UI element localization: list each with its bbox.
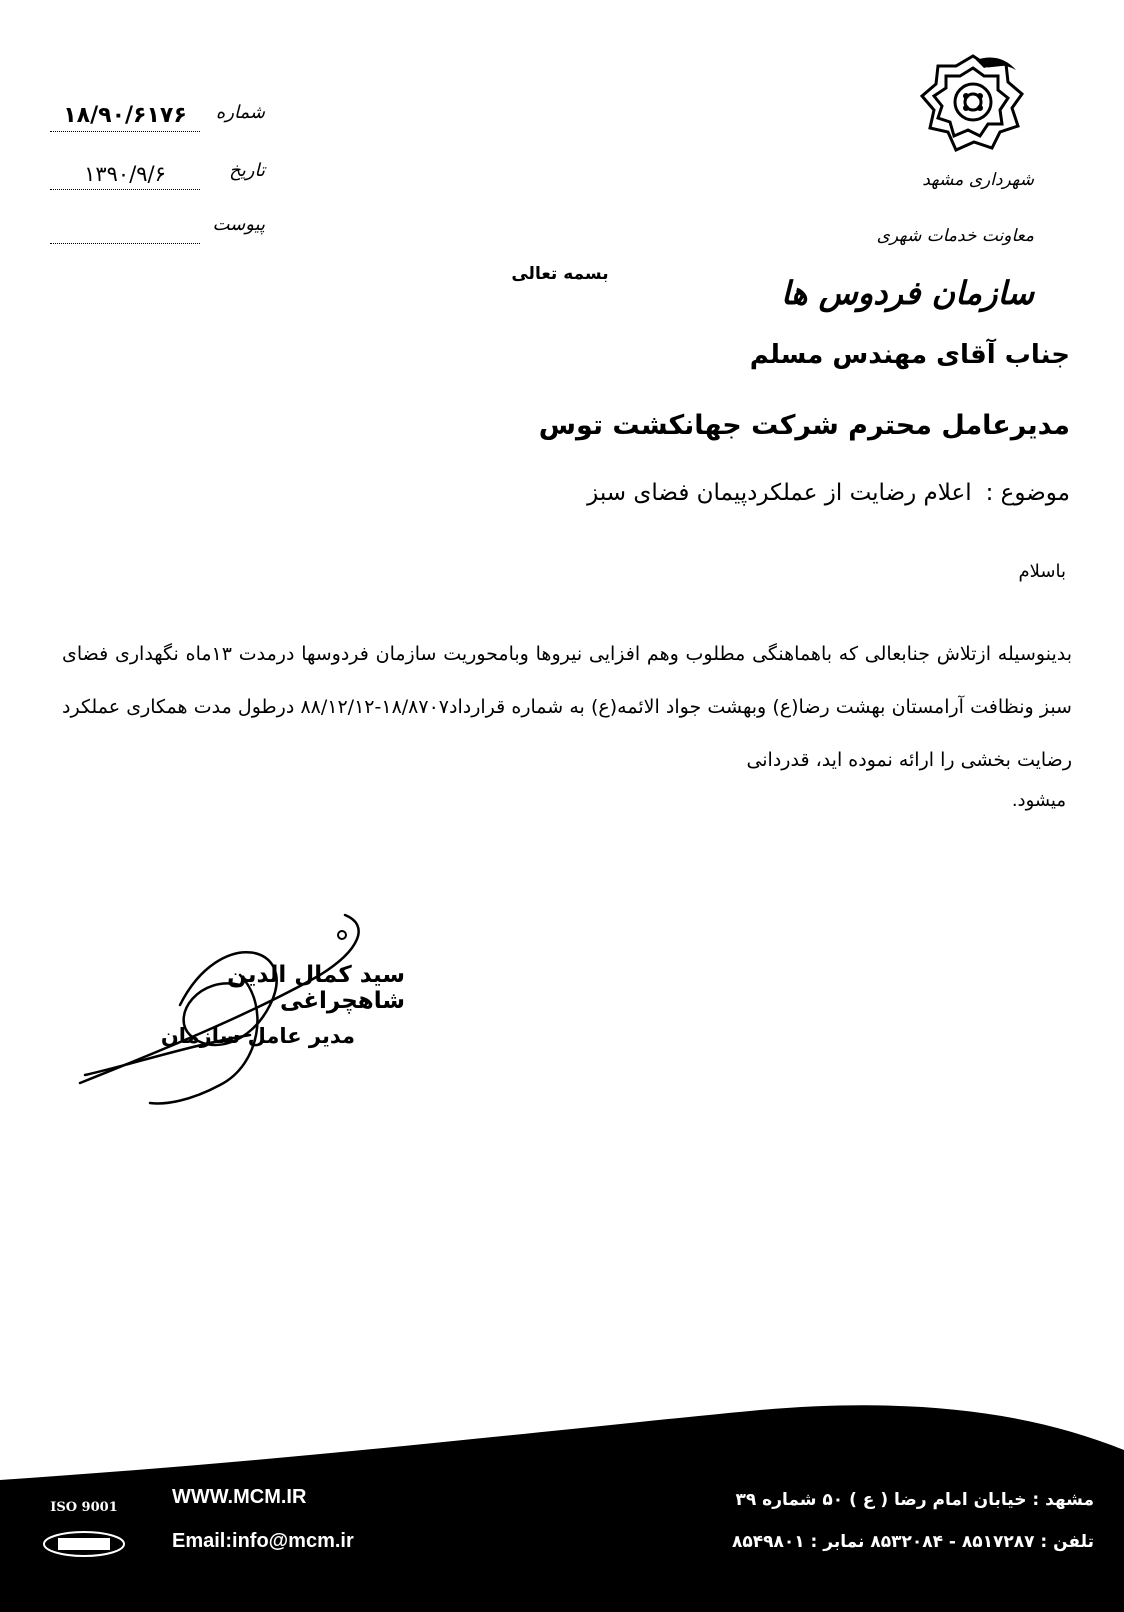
iso-label: ISO 9001 xyxy=(50,1500,118,1515)
letter-body: بدینوسیله ازتلاش جنابعالی که باهماهنگی مطلوب وهم افزایی نیروها وبامحوریت سازمان فردوسها درمدت ۱۳ماه نگهداری فضای سبز ونظافت آرامستان بهشت رضا(ع) وبهشت جواد الائمه(ع) به شماره قرارداد۱۸/۸۷۰۷-۸۸/۱۲/۱۲ درطول مدت همکاری عملکرد رضایت بخشی را ارائه نموده اید، قدردانی xyxy=(62,643,1072,771)
signer-name: سید کمال الدین شاهچراغی xyxy=(227,962,405,1014)
letter-attachment-row xyxy=(50,214,265,244)
footer-phones: تلفن : ۸۵۱۷۲۸۷ - ۸۵۳۲۰۸۴ نمابر : ۸۵۴۹۸۰۱ xyxy=(731,1532,1094,1552)
attachment-underline xyxy=(50,243,200,244)
date-value: ۱۳۹۰/۹/۶ xyxy=(84,162,166,186)
subject-text: اعلام رضایت از عملکردپیمان فضای سبز xyxy=(587,480,972,506)
attachment-label: پیوست xyxy=(212,214,265,235)
signer-title: مدیر عامل سازمان xyxy=(160,1024,355,1048)
date-label: تاریخ xyxy=(229,160,265,181)
number-underline xyxy=(50,131,200,132)
basmala: بسمه تعالی xyxy=(511,264,609,284)
letter-closing: میشود. xyxy=(1011,790,1066,811)
letter-number-row xyxy=(50,102,265,132)
subject-label: موضوع : xyxy=(985,480,1070,506)
date-underline xyxy=(50,189,200,190)
recipient-title: مدیرعامل محترم شرکت جهانکشت توس xyxy=(538,410,1070,441)
subject-line xyxy=(587,480,1070,506)
footer-email[interactable]: Email:info@mcm.ir xyxy=(172,1530,354,1552)
salutation: باسلام xyxy=(1018,561,1066,582)
letter-date-row xyxy=(50,160,265,190)
organization-logo xyxy=(912,52,1034,156)
recipient-name: جناب آقای مهندس مسلم xyxy=(749,340,1070,370)
footer-website[interactable]: WWW.MCM.IR xyxy=(172,1486,307,1508)
org-deputy: معاونت خدمات شهری xyxy=(876,226,1034,246)
org-municipality: شهرداری مشهد xyxy=(922,170,1034,190)
org-name: سازمان فردوس ها xyxy=(780,274,1034,312)
number-value: ۱۸/۹۰/۶۱۷۶ xyxy=(63,103,187,128)
number-label: شماره xyxy=(215,102,265,123)
footer-address: مشهد : خیابان امام رضا ( ع ) ۵۰ شماره ۳۹ xyxy=(735,1490,1094,1510)
